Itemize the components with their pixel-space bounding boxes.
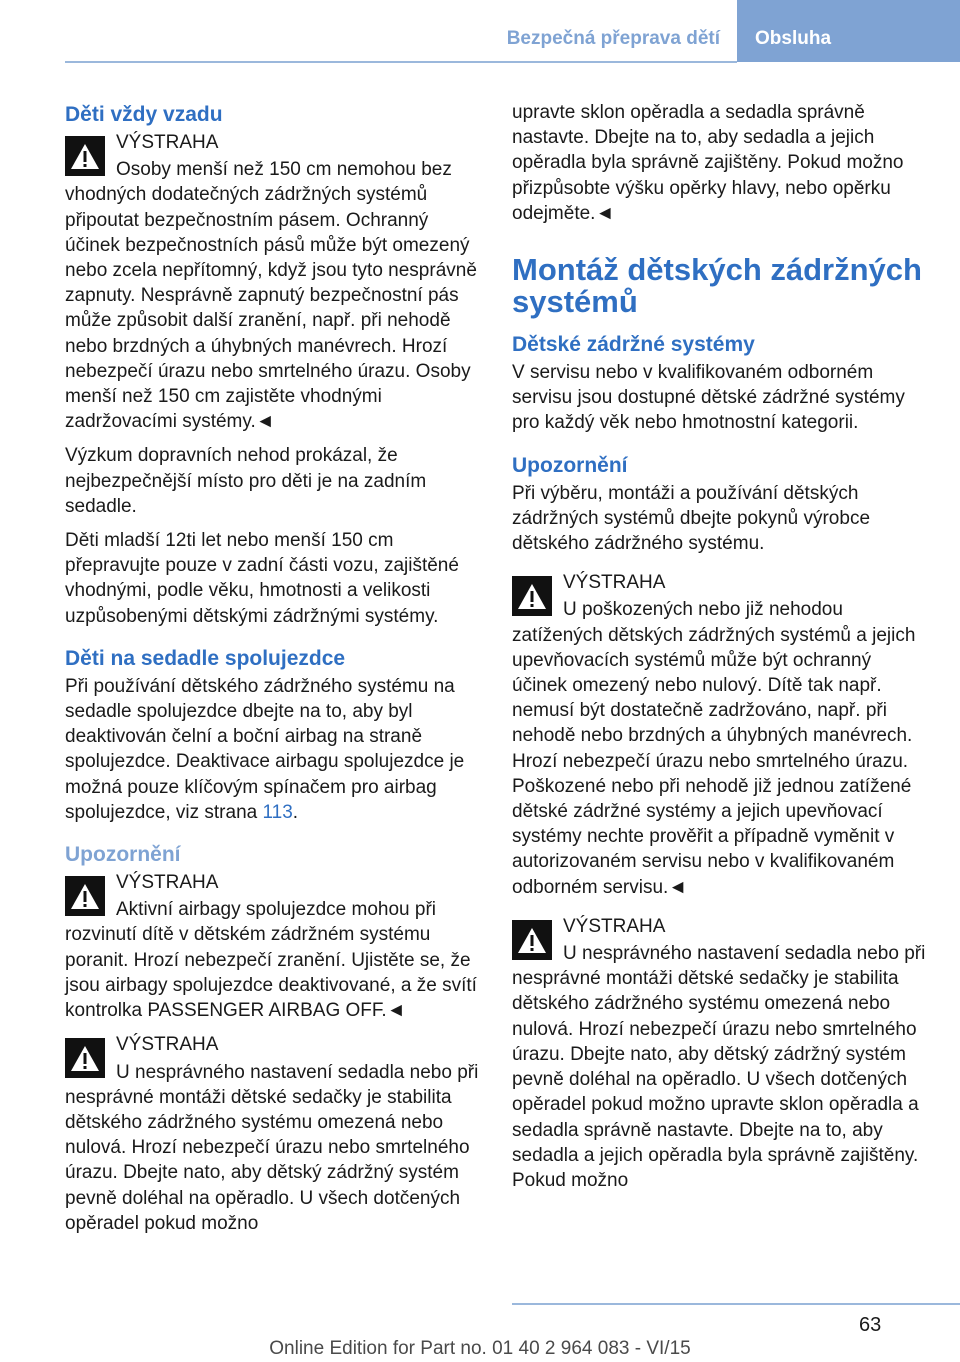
page-number: 63 [859,1314,882,1336]
warning-label: VÝSTRAHA [116,1034,219,1056]
warning-label: VÝSTRAHA [563,572,666,594]
edition-footer: Online Edition for Part no. 01 40 2 964 083 - VI/15 [269,1338,691,1359]
paragraph: Děti mladší 12ti let nebo menší 150 cm přepravujte pouze v zadní části vozu, zajištěné vhodnými, podle věku, hmotnosti a velikosti uzpůsobenými dětskými zádržnými systémy. [65,530,459,627]
warning-block [65,870,481,1023]
paragraph: V servisu nebo v kvalifikovaném odborném servisu jsou dostupné dětské zádržné systémy pro každý věk nebo hmotnostní kategorii. [512,362,905,434]
left-column [65,100,481,1245]
header-divider [65,61,737,63]
chapter-tab-label: Obsluha [755,28,832,49]
paragraph: Při výběru, montáži a používání dětských zádržných systémů dbejte pokynů výrobce dětského zádržného systému. [512,482,871,555]
paragraph: upravte sklon opěradla a sedadla správně nastavte. Dbejte na to, aby sedadla a jejich opěradla byla správně zajištěny. Pokud možno přizpůsobte výšku opěrky hlavy, nebo opěrku odejměte.◄ [512,102,904,224]
heading-passenger-seat: Děti na sedadle spolujezdce [65,646,346,670]
warning-label: VÝSTRAHA [116,132,219,153]
page-link-113[interactable]: 113 [262,801,293,823]
warning-label: VÝSTRAHA [563,915,666,937]
heading-children-rear: Děti vždy vzadu [65,103,223,126]
warning-triangle-icon [65,136,105,176]
warning-block [65,130,481,434]
warning-text: U nesprávného nastavení sedadla nebo při nesprávné montáži dětské sedačky je stabilita dětského zádržného systému omezená nebo nulová. Hrozí nebezpečí úrazu nebo smrtelného úrazu. Dbejte nato, aby dětský zádržný systém pevně doléhal na opěradlo. U všech dotčených opěradel pokud možno [65,1061,479,1234]
chapter-tab[interactable] [737,0,960,62]
page-header [0,0,960,62]
warning-block [65,1032,481,1236]
heading-notice: Upozornění [65,843,181,867]
warning-triangle-icon [65,1038,105,1078]
section-title: Bezpečná přeprava dětí [506,28,720,49]
warning-text: U poškozených nebo již nehodou zatížených dětských zádržných systémů a jejich upevňovacích systémů může být ochranný účinek omezený nebo nulový. Dítě tak např. nemusí být dostatečně zadržováno, např. při nehodě nebo brzdných a úhybných manévrech. Hrozí nebezpečí úrazu nebo smrtelného úrazu. Poškozené nebo při nehodě již jednou zatížené dětské zádržné systémy a jejich upevňovací systémy nechte prověřit a případně vyměnit v autorizovaném servisu nebo v kvalifikovaném odborném servisu.◄ [512,599,916,898]
warning-label: VÝSTRAHA [116,872,219,894]
footer-divider [512,1303,960,1305]
right-column [512,100,928,1202]
paragraph: Výzkum dopravních nehod prokázal, že nejbezpečnější místo pro děti je na zadním sedadle. [65,445,427,517]
warning-text: Osoby menší než 150 cm nemohou bez vhodných dodatečných zádržných systémů připoutat bezpečnostním pásem. Ochranný účinek bezpečnostních pásů může být omezený nebo zcela nepřítomný, když jsou tyto nesprávně zapnuty. Nesprávně zapnutý bezpečnostní pás může způsobit další zranění, např. při nehodě nebo brzdných a úhybných manévrech. Hrozí nebezpečí úrazu nebo smrtelného úrazu. Osoby menší než 150 cm zajistěte vhodnými zadržovacími systémy.◄ [65,159,477,433]
chapter-heading-install: Montáž dětských zádržných systémů [512,252,922,320]
paragraph: Při používání dětského zádržného systému na sedadle spolujezdce dbejte na to, aby byl deaktivován čelní a boční airbag na straně spolujezdce. Deaktivace airbagu spolujezdce je možná pouze klíčovým spínačem pro airbag spolujezdce, viz strana 113. [65,675,465,823]
warning-triangle-icon [512,576,552,616]
heading-notice: Upozornění [512,453,628,477]
warning-text: Aktivní airbagy spolujezdce mohou při rozvinutí dítě v dětském zádržném systému poranit. Hrozí nebezpečí zranění. Ujistěte se, že jsou airbagy spolujezdce deaktivované, a že svítí kontrolka PASSENGER AIRBAG OFF.◄ [65,899,477,1022]
warning-block [512,570,928,900]
warning-triangle-icon [65,876,105,916]
warning-text: U nesprávného nastavení sedadla nebo při nesprávné montáži dětské sedačky je stabilita dětského zádržného systému omezená nebo nulová. Hrozí nebezpečí úrazu nebo smrtelného úrazu. Dbejte nato, aby dětský zádržný systém pevně doléhal na opěradlo. U všech dotčených opěradel pokud možno upravte sklon opěradla a sedadla správně nastavte. Dbejte na to, aby sedadla a jejich opěradla byla správně zajištěny. Pokud možno [512,943,926,1191]
warning-triangle-icon [512,920,552,960]
heading-systems: Dětské zádržné systémy [512,333,755,357]
warning-block [512,914,928,1193]
